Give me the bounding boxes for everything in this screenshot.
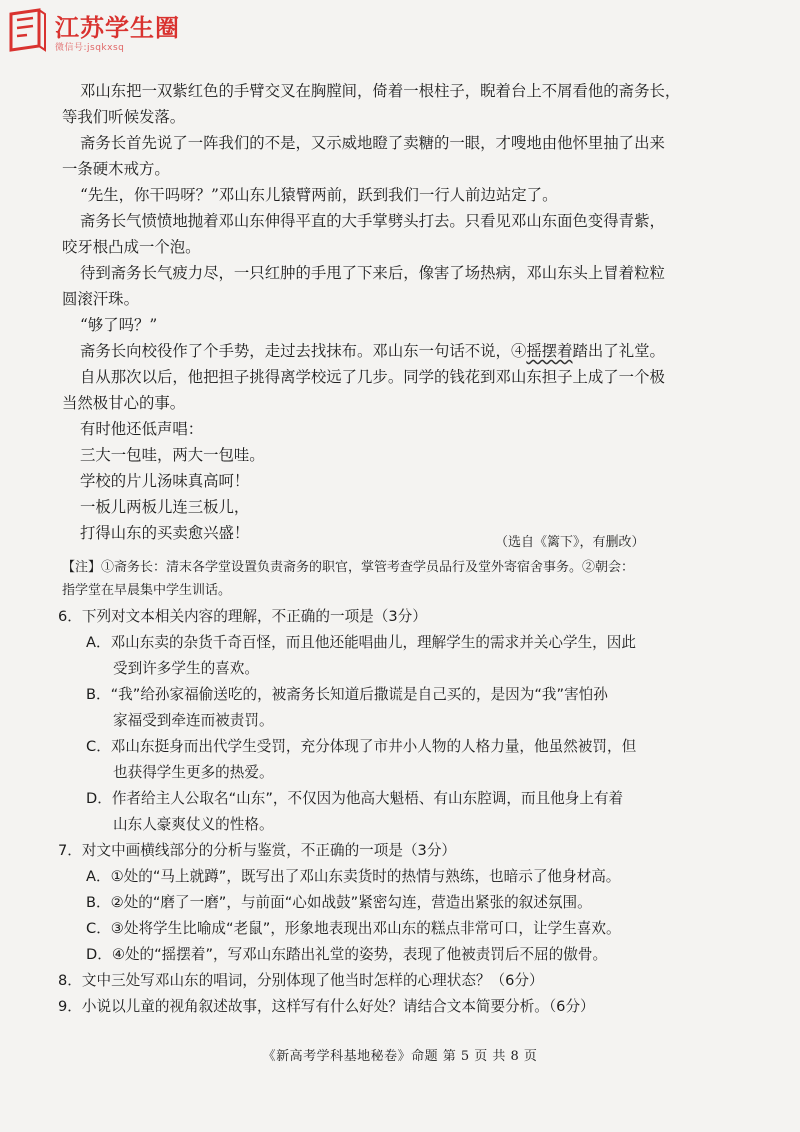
option-c: 也获得学生更多的热爱。 [113, 764, 274, 781]
story-line [80, 340, 665, 362]
story-line: 咬牙根凸成一个泡。 [62, 238, 201, 256]
footnote-line: 指学堂在早晨集中学生训话。 [62, 583, 232, 598]
story-line: 自从那次以后，他把担子挑得离学校远了几步。同学的钱花到邓山东担子上成了一个极 [80, 368, 665, 386]
option-b: B．②处的“磨了一磨”，与前面“心如战鼓”紧密勾连，营造出紧张的叙述氛围。 [86, 894, 592, 911]
option-d: D．作者给主人公取名“山东”，不仅因为他高大魁梧、有山东腔调，而且他身上有着 [86, 790, 624, 807]
story-line: 邓山东把一双紫红色的手臂交叉在胸膛间，倚着一根柱子，睨着台上不屑看他的斋务长， [80, 82, 681, 100]
story-line: 待到斋务长气疲力尽，一只红肿的手甩了下来后，像害了场热病，邓山东头上冒着粒粒 [80, 264, 665, 282]
question-8: 8．文中三处写邓山东的唱词，分别体现了他当时怎样的心理状态？（6分） [58, 972, 544, 989]
question-9: 9．小说以儿童的视角叙述故事，这样写有什么好处？请结合文本简要分析。（6分） [58, 998, 595, 1015]
footnote-line: 【注】①斋务长：清末各学堂设置负责斋务的职官，掌管考查学员品行及堂外寄宿舍事务。②朝会： [62, 560, 635, 575]
source-citation: （选自《篱下》，有删改） [495, 535, 645, 550]
story-text: 斋务长向校役作了个手势，走过去找抹布。邓山东一句话不说，④ [80, 342, 527, 360]
option-c: C．邓山东挺身而出代学生受罚，充分体现了市井小人物的人格力量，他虽然被罚，但 [86, 738, 637, 755]
story-line: 圆滚汗珠。 [62, 290, 139, 308]
story-line: “先生，你干吗呀？”邓山东儿猿臂两前，跃到我们一行人前边站定了。 [80, 186, 558, 204]
underlined-phrase: 摇摆着 [526, 342, 573, 360]
option-a: 受到许多学生的喜欢。 [113, 660, 259, 677]
question-6-stem: 6．下列对文本相关内容的理解，不正确的一项是（3分） [58, 608, 427, 625]
option-c: C．③处将学生比喻成“老鼠”，形象地表现出邓山东的糕点非常可口，让学生喜欢。 [86, 920, 621, 937]
story-line: 当然极甘心的事。 [62, 394, 186, 412]
story-line: 斋务长气愤愤地抛着邓山东伸得平直的大手掌劈头打去。只看见邓山东面色变得青紫， [80, 212, 665, 230]
logo-subtitle: 微信号:jsqkxsq [55, 43, 125, 53]
option-b: B．“我”给孙家福偷送吃的，被斋务长知道后撒谎是自己买的，是因为“我”害怕孙 [86, 686, 608, 703]
option-a: A．邓山东卖的杂货千奇百怪，而且他还能唱曲儿，理解学生的需求并关心学生，因此 [86, 634, 636, 651]
story-line: 斋务长首先说了一阵我们的不是，又示威地瞪了卖糖的一眼，才嗖地由他怀里抽了出来 [80, 134, 665, 152]
story-line: 有时他还低声唱： [80, 420, 204, 438]
song-line: 打得山东的买卖愈兴盛！ [80, 524, 250, 542]
story-line: 一条硬木戒方。 [62, 160, 170, 178]
story-text: 踏出了礼堂。 [572, 342, 665, 360]
song-line: 三大一包哇，两大一包哇。 [80, 446, 265, 464]
page-footer: 《新高考学科基地秘卷》命题 第 5 页 共 8 页 [262, 1049, 538, 1064]
brand-logo [5, 6, 195, 56]
story-line: “够了吗？” [80, 316, 158, 334]
option-a: A．①处的“马上就蹲”，既写出了邓山东卖货时的热情与熟练，也暗示了他身材高。 [86, 868, 621, 885]
song-line: 一板儿两板儿连三板儿， [80, 498, 250, 516]
story-line: 等我们听候发落。 [62, 108, 186, 126]
logo-mark-icon [5, 8, 49, 52]
question-7-stem: 7．对文中画横线部分的分析与鉴赏，不正确的一项是（3分） [58, 842, 457, 859]
logo-title: 江苏学生圈 [55, 14, 180, 42]
song-line: 学校的片儿汤味真高呵！ [80, 472, 250, 490]
option-d: 山东人豪爽仗义的性格。 [113, 816, 274, 833]
option-d: D．④处的“摇摆着”，写邓山东踏出礼堂的姿势，表现了他被责罚后不屈的傲骨。 [86, 946, 608, 963]
option-b: 家福受到牵连而被责罚。 [113, 712, 274, 729]
